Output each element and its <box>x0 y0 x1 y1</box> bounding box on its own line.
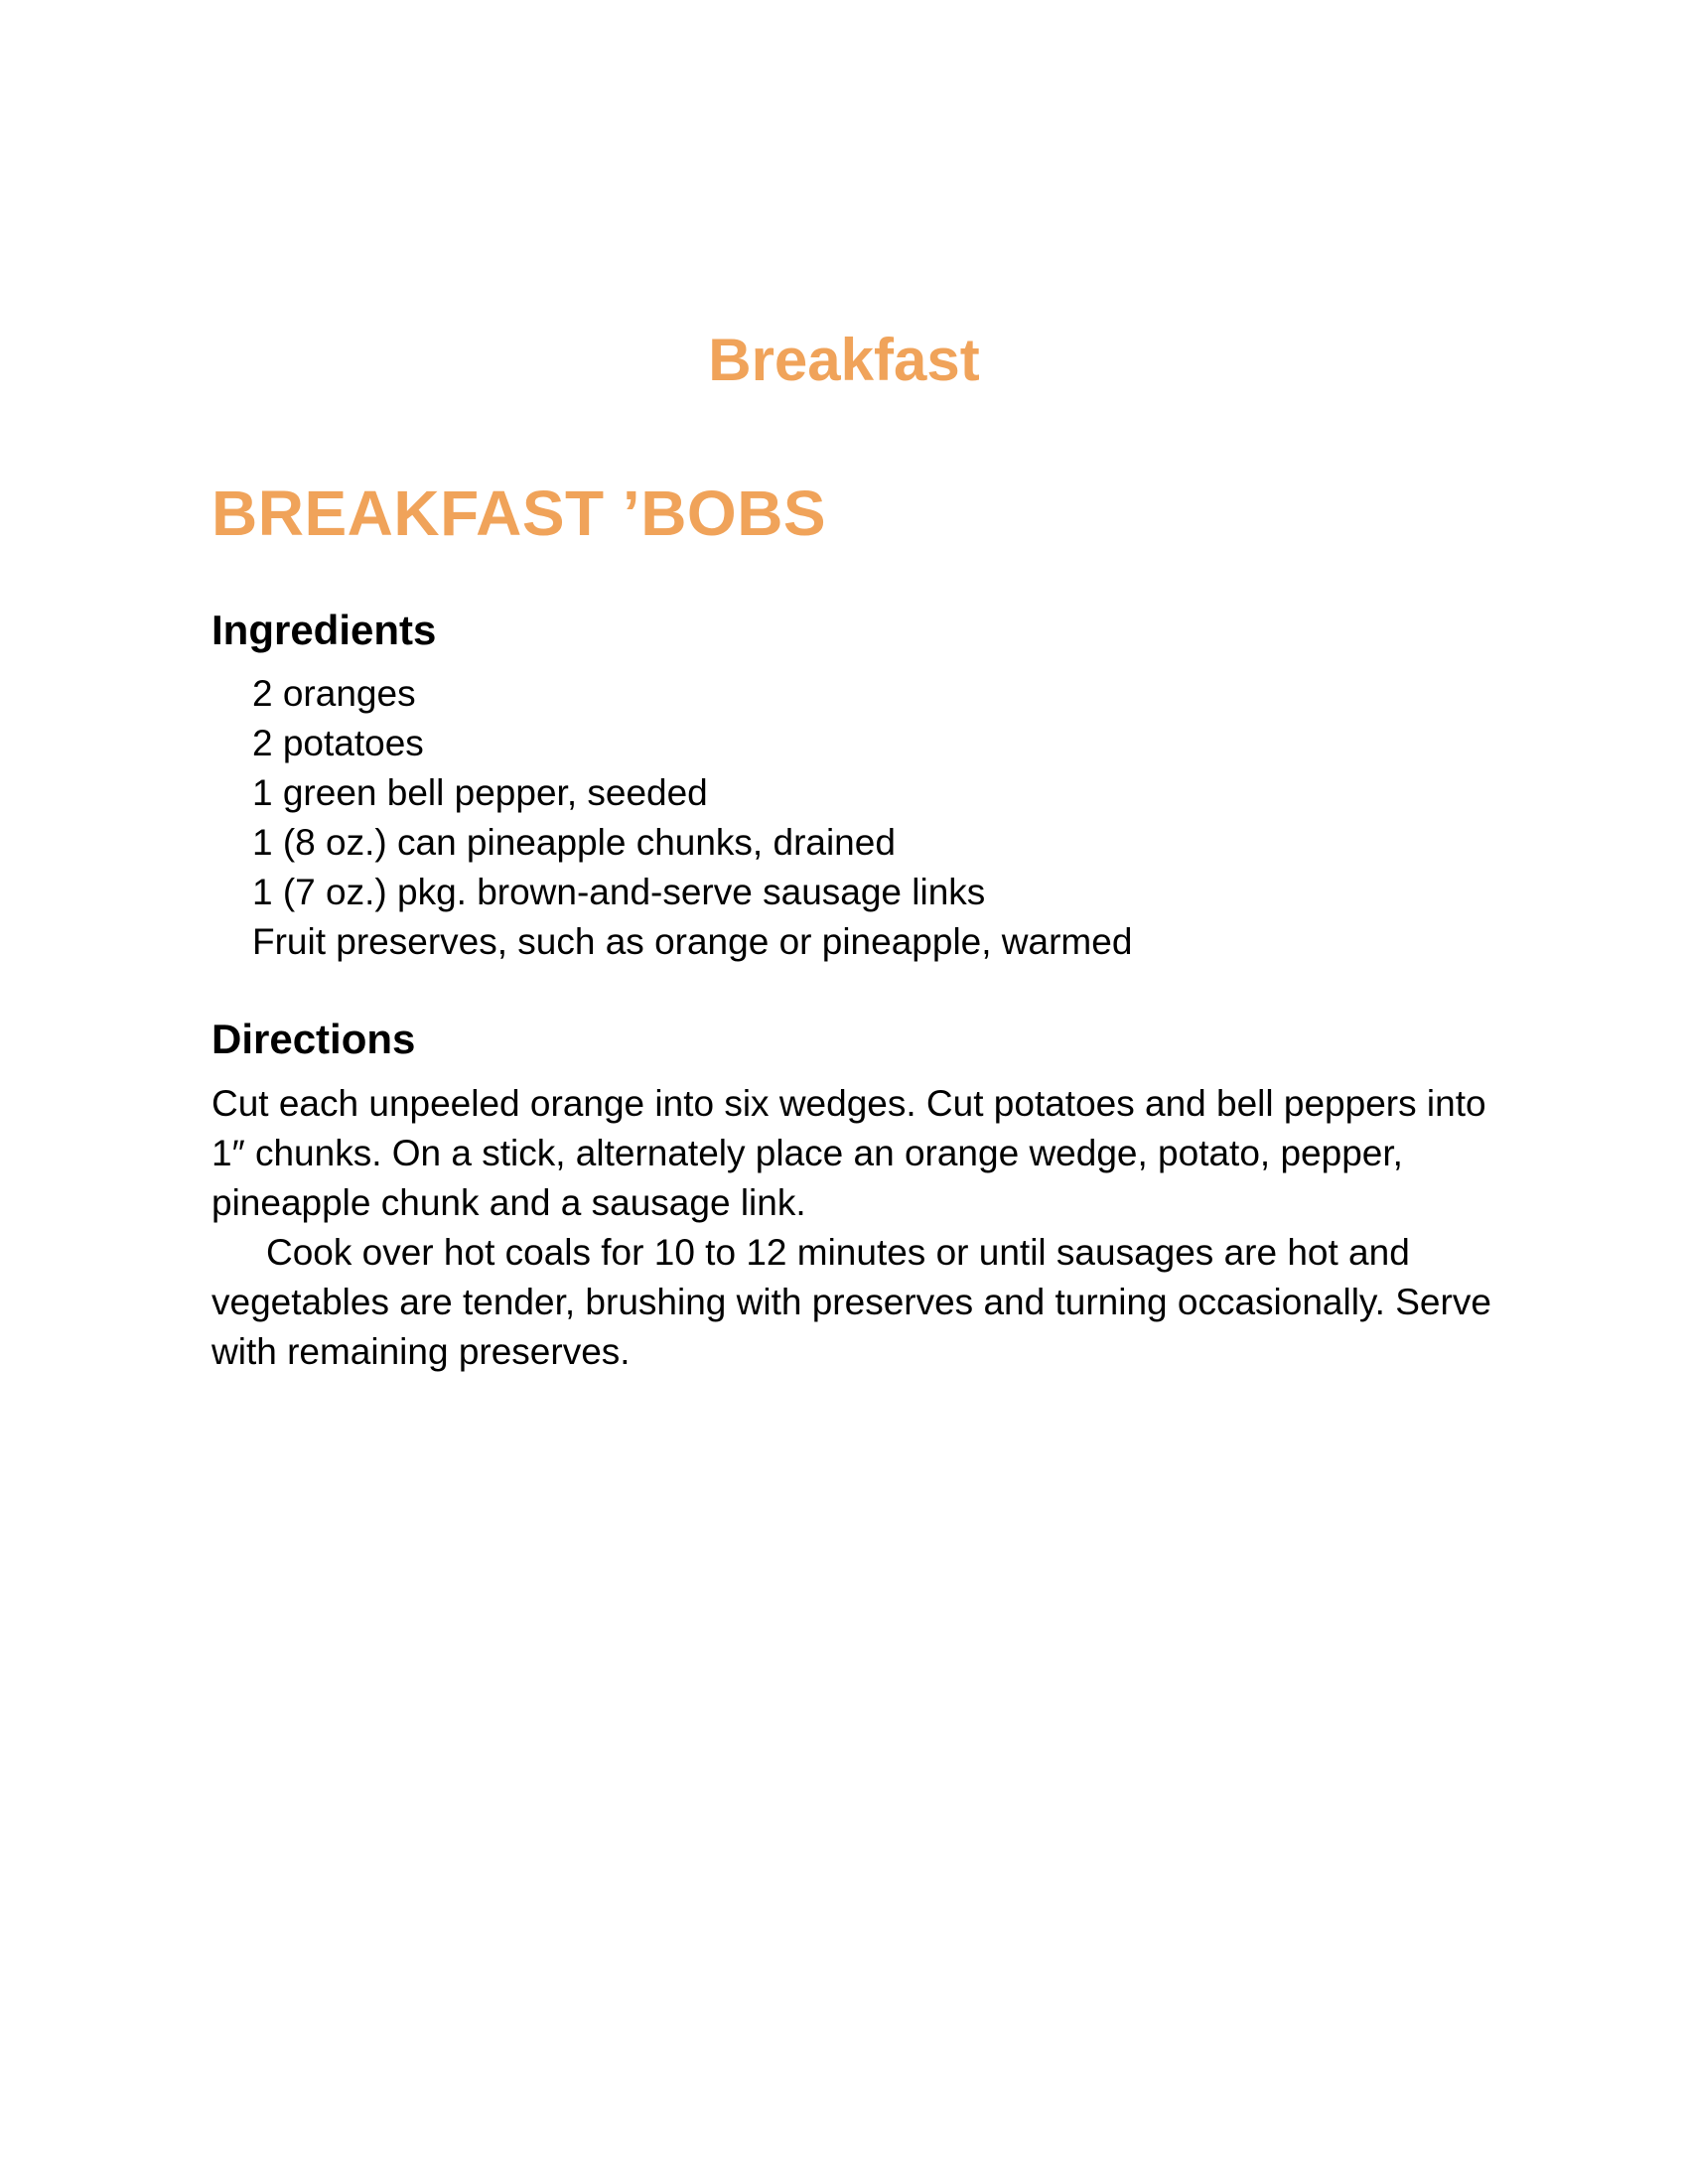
ingredient-item: 2 potatoes <box>252 723 424 763</box>
ingredient-item: 1 (8 oz.) can pineapple chunks, drained <box>252 822 896 863</box>
section-title: Breakfast <box>708 327 980 393</box>
recipe-title: BREAKFAST ’BOBS <box>211 478 827 549</box>
directions-heading: Directions <box>211 1016 416 1062</box>
ingredient-item: 1 (7 oz.) pkg. brown-and-serve sausage links <box>252 872 986 912</box>
ingredient-item: 1 green bell pepper, seeded <box>252 772 708 813</box>
directions-body <box>211 1079 1502 1377</box>
ingredients-heading: Ingredients <box>211 607 437 653</box>
directions-paragraph: Cut each unpeeled orange into six wedges. Cut potatoes and bell peppers into 1″ chunks. On a stick, alternately place an orange wedge, potato, pepper, pineapple chunk and a sausage link. <box>211 1083 1486 1223</box>
ingredient-item: Fruit preserves, such as orange or pineapple, warmed <box>252 921 1133 962</box>
ingredient-item: 2 oranges <box>252 673 416 714</box>
ingredients-list <box>252 669 1132 967</box>
directions-paragraph: Cook over hot coals for 10 to 12 minutes or until sausages are hot and vegetables are tender, brushing with preserves and turning occasionally. Serve with remaining preserves. <box>211 1232 1491 1372</box>
